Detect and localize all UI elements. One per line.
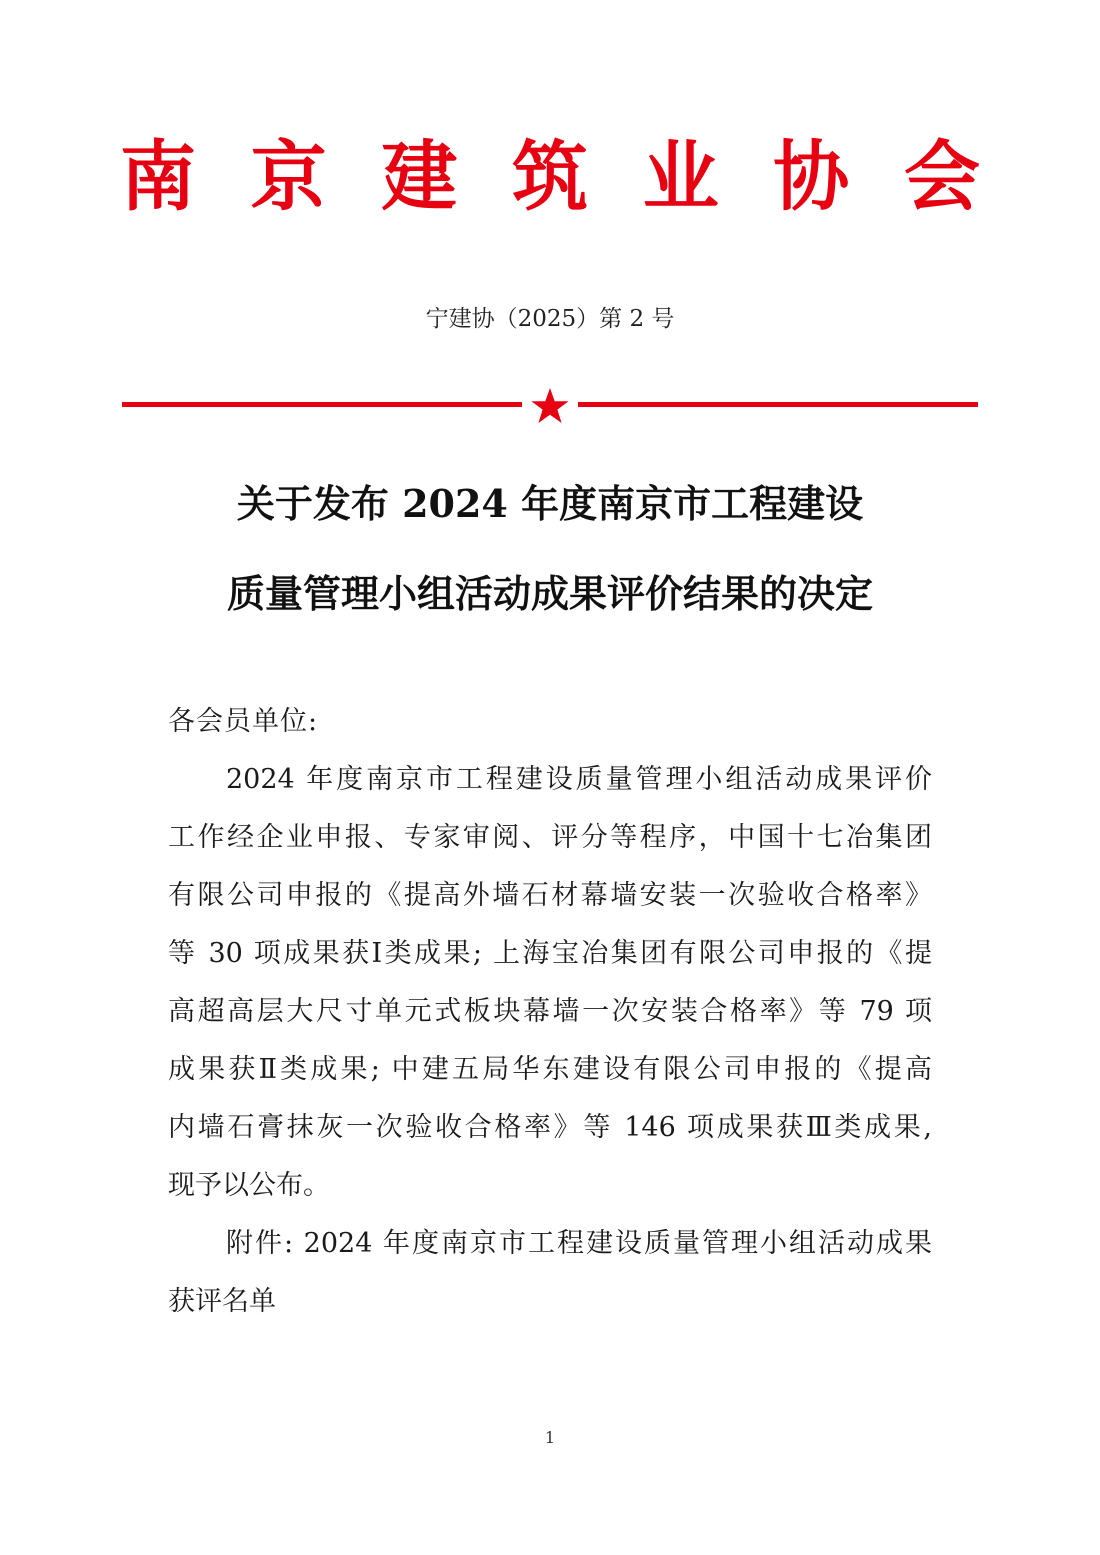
org-name-char: 协 [773,132,850,221]
org-name-char: 筑 [511,132,588,221]
attachment-text-line: 附件: 2024 年度南京市工程建设质量管理小组活动成果 [226,1228,932,1259]
document-title-line: 关于发布 2024 年度南京市工程建设 [236,481,864,526]
document-number: 宁建协（2025）第 2 号 [425,306,675,332]
header-divider-left [122,402,522,407]
organization-name [120,132,980,222]
body-text-line: 2024 年度南京市工程建设质量管理小组活动成果评价 [226,764,932,795]
org-name-char: 业 [642,132,719,221]
body-text-line: 成果获Ⅱ类成果; 中建五局华东建设有限公司申报的《提高 [168,1054,932,1085]
star-icon [530,386,570,426]
body-text-line: 内墙石膏抹灰一次验收合格率》等 146 项成果获Ⅲ类成果, [168,1112,932,1143]
salutation: 各会员单位: [168,706,319,737]
body-text-line: 现予以公布。 [168,1170,330,1201]
org-name-char: 建 [381,132,458,221]
body-text-line: 有限公司申报的《提高外墙石材幕墙安装一次验收合格率》 [168,880,932,911]
body-text-line: 工作经企业申报、专家审阅、评分等程序，中国十七冶集团 [168,822,932,853]
org-name-char: 会 [903,132,980,221]
body-text-line: 等 30 项成果获Ⅰ类成果; 上海宝冶集团有限公司申报的《提 [168,938,932,969]
page-number: 1 [544,1428,556,1447]
header-divider-right [578,402,978,407]
document-title-line: 质量管理小组活动成果评价结果的决定 [226,571,873,616]
org-name-char: 京 [250,132,327,221]
org-name-char: 南 [120,132,196,221]
attachment-text-line: 获评名单 [168,1286,276,1317]
body-text-line: 高超高层大尺寸单元式板块幕墙一次安装合格率》等 79 项 [168,996,932,1027]
